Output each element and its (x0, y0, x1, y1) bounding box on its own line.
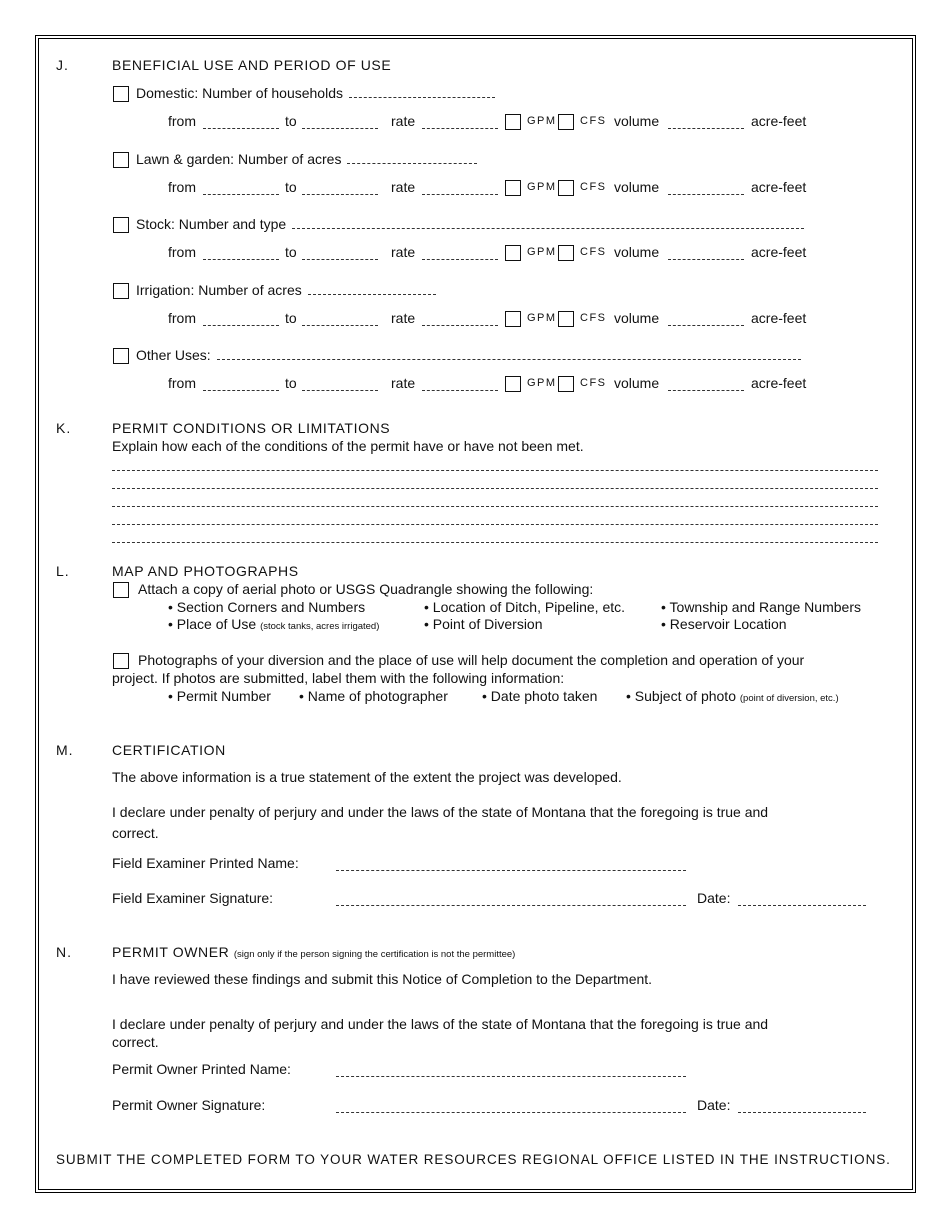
to-label: to (285, 179, 297, 195)
section-n-letter: N. (56, 944, 72, 960)
volume-field[interactable] (668, 258, 744, 260)
use-checkbox[interactable] (113, 348, 129, 364)
item-place-of-use (168, 616, 379, 632)
place-of-use-note: (stock tanks, acres irrigated) (260, 621, 380, 632)
from-field[interactable] (203, 324, 279, 326)
certification-statement: The above information is a true statement of the extent the project was developed. (112, 769, 622, 785)
cfs-checkbox[interactable] (558, 114, 574, 130)
photos-checkbox[interactable] (113, 653, 129, 669)
place-of-use-label: • Place of Use (168, 616, 257, 632)
from-label: from (168, 179, 196, 195)
to-field[interactable] (302, 389, 378, 391)
subject-label: • Subject of photo (626, 688, 736, 704)
section-m-letter: M. (56, 742, 74, 758)
gpm-label: GPM (527, 377, 557, 389)
owner-printed-name-label: Permit Owner Printed Name: (112, 1061, 291, 1077)
section-j-title: BENEFICIAL USE AND PERIOD OF USE (112, 57, 392, 73)
photo-item-date-taken: • Date photo taken (482, 688, 598, 704)
section-k-letter: K. (56, 420, 72, 436)
cfs-checkbox[interactable] (558, 376, 574, 392)
examiner-signature-label: Field Examiner Signature: (112, 890, 274, 906)
conditions-line-2[interactable] (112, 487, 878, 489)
to-field[interactable] (302, 193, 378, 195)
use-label: Other Uses: (136, 347, 211, 363)
examiner-signature-field[interactable] (336, 904, 686, 906)
use-detail-field-wrap (136, 282, 436, 298)
item-point-diversion: • Point of Diversion (424, 616, 543, 632)
cfs-label: CFS (580, 115, 607, 127)
item-township: • Township and Range Numbers (661, 599, 861, 615)
section-n-title: PERMIT OWNER (112, 944, 230, 960)
item-reservoir: • Reservoir Location (661, 616, 787, 632)
to-field[interactable] (302, 324, 378, 326)
from-label: from (168, 310, 196, 326)
acre-feet-label: acre-feet (751, 244, 807, 260)
attach-map-text: Attach a copy of aerial photo or USGS Quadrangle showing the following: (138, 581, 594, 597)
rate-label: rate (391, 244, 416, 260)
cfs-label: CFS (580, 246, 607, 258)
use-checkbox[interactable] (113, 152, 129, 168)
acre-feet-label: acre-feet (751, 113, 807, 129)
submit-instructions: SUBMIT THE COMPLETED FORM TO YOUR WATER RESOURCES REGIONAL OFFICE LISTED IN THE INSTRUCTIONS. (56, 1152, 891, 1167)
use-detail-field-wrap (136, 151, 477, 167)
certification-declare-1: I declare under penalty of perjury and under the laws of the state of Montana that the foregoing is true and (112, 804, 769, 820)
use-detail-field[interactable] (347, 152, 477, 164)
section-n-title-wrap (112, 944, 515, 960)
examiner-printed-name-field[interactable] (336, 869, 686, 871)
volume-field[interactable] (668, 324, 744, 326)
from-field[interactable] (203, 258, 279, 260)
rate-field[interactable] (422, 193, 498, 195)
acre-feet-label: acre-feet (751, 310, 807, 326)
from-label: from (168, 113, 196, 129)
cfs-checkbox[interactable] (558, 180, 574, 196)
from-field[interactable] (203, 193, 279, 195)
photo-item-permit-number: • Permit Number (168, 688, 271, 704)
conditions-line-5[interactable] (112, 541, 878, 543)
volume-label: volume (614, 244, 660, 260)
owner-date-label: Date: (697, 1097, 731, 1113)
photo-item-photographer: • Name of photographer (299, 688, 448, 704)
acre-feet-label: acre-feet (751, 179, 807, 195)
rate-label: rate (391, 113, 416, 129)
to-label: to (285, 244, 297, 260)
rate-field[interactable] (422, 127, 498, 129)
gpm-label: GPM (527, 181, 557, 193)
rate-label: rate (391, 310, 416, 326)
section-l-letter: L. (56, 563, 70, 579)
conditions-line-3[interactable] (112, 505, 878, 507)
volume-field[interactable] (668, 389, 744, 391)
owner-statement: I have reviewed these findings and submit this Notice of Completion to the Department. (112, 971, 653, 987)
rate-field[interactable] (422, 258, 498, 260)
use-detail-field-wrap (136, 85, 495, 101)
volume-label: volume (614, 375, 660, 391)
use-detail-field[interactable] (292, 217, 804, 229)
to-label: to (285, 310, 297, 326)
to-label: to (285, 375, 297, 391)
gpm-label: GPM (527, 312, 557, 324)
use-detail-field[interactable] (349, 86, 495, 98)
use-checkbox[interactable] (113, 86, 129, 102)
rate-field[interactable] (422, 324, 498, 326)
rate-label: rate (391, 375, 416, 391)
from-field[interactable] (203, 389, 279, 391)
photo-item-subject (626, 688, 839, 704)
owner-signature-field[interactable] (336, 1111, 686, 1113)
owner-printed-name-field[interactable] (336, 1075, 686, 1077)
owner-declare-1: I declare under penalty of perjury and under the laws of the state of Montana that the foregoing is true and (112, 1016, 769, 1032)
conditions-line-1[interactable] (112, 469, 878, 471)
section-k-title: PERMIT CONDITIONS OR LIMITATIONS (112, 420, 391, 436)
volume-label: volume (614, 113, 660, 129)
gpm-checkbox[interactable] (505, 245, 521, 261)
cfs-label: CFS (580, 312, 607, 324)
examiner-printed-name-label: Field Examiner Printed Name: (112, 855, 299, 871)
owner-date-field[interactable] (738, 1111, 866, 1113)
examiner-date-field[interactable] (738, 904, 866, 906)
cfs-label: CFS (580, 377, 607, 389)
gpm-label: GPM (527, 246, 557, 258)
use-checkbox[interactable] (113, 283, 129, 299)
section-j-letter: J. (56, 57, 69, 73)
section-k-instruction: Explain how each of the conditions of the permit have or have not been met. (112, 438, 584, 454)
owner-signature-label: Permit Owner Signature: (112, 1097, 266, 1113)
volume-label: volume (614, 310, 660, 326)
use-detail-field[interactable] (217, 348, 801, 360)
use-checkbox[interactable] (113, 217, 129, 233)
use-label: Stock: Number and type (136, 216, 287, 232)
use-detail-field[interactable] (308, 283, 436, 295)
gpm-checkbox[interactable] (505, 311, 521, 327)
conditions-line-4[interactable] (112, 523, 878, 525)
section-l-title: MAP AND PHOTOGRAPHS (112, 563, 299, 579)
item-section-corners: • Section Corners and Numbers (168, 599, 366, 615)
subject-note: (point of diversion, etc.) (739, 693, 839, 704)
cfs-checkbox[interactable] (558, 311, 574, 327)
volume-field[interactable] (668, 193, 744, 195)
gpm-checkbox[interactable] (505, 376, 521, 392)
from-field[interactable] (203, 127, 279, 129)
use-detail-field-wrap (136, 347, 801, 363)
from-label: from (168, 375, 196, 391)
use-label: Domestic: Number of households (136, 85, 343, 101)
rate-label: rate (391, 179, 416, 195)
use-label: Lawn & garden: Number of acres (136, 151, 342, 167)
section-m-title: CERTIFICATION (112, 742, 226, 758)
owner-declare-2: correct. (112, 1034, 159, 1050)
photos-line-1: Photographs of your diversion and the place of use will help document the completion and operation of your (138, 652, 805, 668)
photos-line-2: project. If photos are submitted, label them with the following information: (112, 670, 565, 686)
gpm-label: GPM (527, 115, 557, 127)
examiner-date-label: Date: (697, 890, 731, 906)
attach-map-checkbox[interactable] (113, 582, 129, 598)
to-field[interactable] (302, 127, 378, 129)
to-label: to (285, 113, 297, 129)
volume-field[interactable] (668, 127, 744, 129)
gpm-checkbox[interactable] (505, 180, 521, 196)
gpm-checkbox[interactable] (505, 114, 521, 130)
cfs-label: CFS (580, 181, 607, 193)
use-detail-field-wrap (136, 216, 804, 232)
acre-feet-label: acre-feet (751, 375, 807, 391)
section-n-note: (sign only if the person signing the certification is not the permittee) (233, 949, 516, 960)
cfs-checkbox[interactable] (558, 245, 574, 261)
use-label: Irrigation: Number of acres (136, 282, 302, 298)
item-location-ditch: • Location of Ditch, Pipeline, etc. (424, 599, 626, 615)
volume-label: volume (614, 179, 660, 195)
certification-declare-2: correct. (112, 825, 159, 841)
to-field[interactable] (302, 258, 378, 260)
from-label: from (168, 244, 196, 260)
rate-field[interactable] (422, 389, 498, 391)
